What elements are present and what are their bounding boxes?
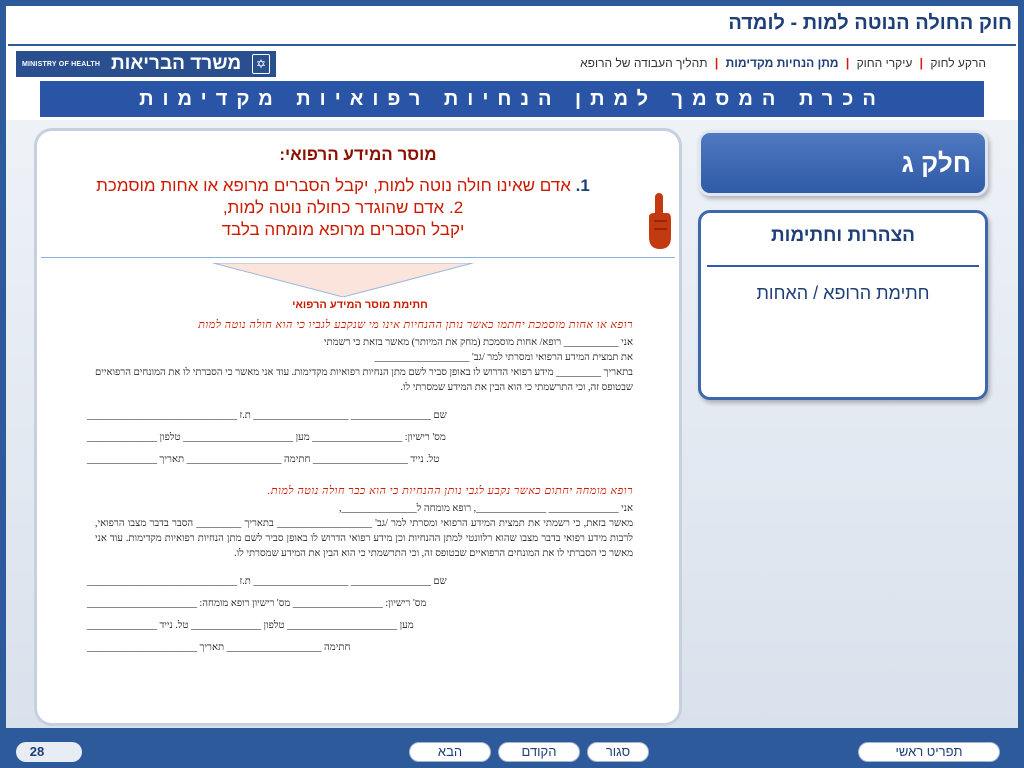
next-button[interactable]: הבא [409,742,491,762]
ministry-logo [16,51,276,77]
breadcrumb-separator: | [845,56,850,70]
section2-fields [87,571,633,659]
card-divider [41,257,675,258]
part-header [698,130,988,196]
funnel-arrow-icon [213,263,473,297]
breadcrumb-item-main-points[interactable]: עיקרי החוק [856,56,913,70]
previous-button[interactable]: הקודם [498,742,580,762]
breadcrumb-item-doctor-workflow[interactable]: תהליך העבודה של הרופא [580,56,708,70]
condition-line-1: אדם שאינו חולה נוטה למות, יקבל הסברים מרופא או אחות מוסמכת [96,176,571,195]
section2-body: מאשר בזאת, כי רשמתי את תמצית המידע הרפואי ומסרתי למר /גב' ___________________ בתאריך _________ הסבר בדבר מצבו הרפואי, לרבות מידע רפואי בדבר מצבו שהוא רלוונטי למתן ההנחיות וכן מידע רפואי הדרוש לו באופן סביר לשם מתן הנחיות רפואיות מקדימות. עוד אני מאשר כי הסברתי לו את המונחים הרפואיים שבטופס זה, וכי התרשמתי כי הוא הבין את המידע שמסרתי לו. [95,518,633,559]
section2-line-1: אני ______________ ______________, רופא מומחה ל_______________, [339,503,633,514]
side-panel-rule [707,265,979,267]
footer-bar [0,736,1024,768]
section1-line-2: את תמצית המידע הרפואי ומסרתי למר /גב' ___________________ [374,352,633,363]
breadcrumb-item-advance-directives[interactable]: מתן הנחיות מקדימות [725,56,839,70]
section2-field-signature: חתימה ___________________ תאריך ______________________ [87,642,351,653]
emblem-icon: ✡ [252,54,270,74]
page-number: 28 [16,742,82,762]
condition-text [43,175,643,241]
banner-edge-left [6,81,40,117]
breadcrumb-separator: | [919,56,924,70]
main-menu-button[interactable]: תפריט ראשי [858,742,1000,762]
close-button[interactable]: סגור [587,742,649,762]
app-title: חוק החולה הנוטה למות - לומדה [728,12,1012,34]
document-title: חתימת מוסר המידע הרפואי [292,299,428,311]
pointing-hand-icon [645,191,673,253]
provider-title: מוסר המידע הרפואי: [279,145,437,164]
side-item-doctor-signature[interactable]: חתימת הרופא / האחות [756,283,930,303]
side-panel [698,210,988,400]
section1-field-signature: טל. נייד ___________________ חתימה ___________________ תאריך ______________ [87,454,440,465]
condition-line-2: 2. אדם שהוגדר כחולה נוטה למות, [222,198,464,217]
section1-heading: רופא או אחות מוסמכת יחתמו כאשר נותן ההנחיות אינו מי שנקבע לגביו כי הוא חולה נוטה למות [198,319,633,331]
logo-english-text: MINISTRY OF HEALTH [22,60,101,68]
section1-body: בתאריך _________ מידע רפואי הדרוש לו באופן סביר לשם מתן הנחיות רפואיות מקדימות. עוד אני מאשר כי הסברתי לו את המונחים הרפואיים שבטופס זה, וכי התרשמתי כי הוא הבין את המידע שמסרתי לו. [95,367,633,393]
consent-document [87,299,633,659]
section2-field-address: מען ______________________ טלפון ______________ טל. נייד ______________ [87,620,414,631]
banner-title: הכרת המסמך למתן הנחיות רפואיות מקדימות [139,87,885,110]
section2-field-name: שם ________________ ___________________ ת.ז ______________________________ [87,576,447,587]
section1-field-name: שם ________________ ___________________ ת.ז ______________________________ [87,410,447,421]
section2-heading: רופא מומחה יחתום כאשר נקבע לגבי נותן ההנחיות כי הוא כבר חולה נוטה למות. [267,485,633,497]
section-banner [40,81,984,117]
main-card [34,128,682,726]
section1-line-1: אני ___________ רופא/ אחות מוסמכת (מחק את המיותר) מאשר בזאת כי רשמתי [323,337,633,348]
breadcrumb [580,56,986,70]
breadcrumb-item-background[interactable]: הרקע לחוק [930,56,986,70]
section1-field-license: מס' רישיון: __________________ מען ______________________ טלפון ______________ [87,432,446,443]
header-divider [8,44,1016,46]
banner-edge-right [984,81,1018,117]
condition-number: 1. [575,176,590,195]
part-label: חלק ג [901,147,971,178]
side-panel-title: הצהרות וחתימות [770,225,916,246]
section1-fields [87,405,633,471]
logo-hebrew-text: משרד הבריאות [110,53,242,74]
breadcrumb-separator: | [714,56,719,70]
section2-field-license: מס' רישיון: __________________ מס' רישיון רופא מומחה: ______________________ [87,598,427,609]
condition-line-3: יקבל הסברים מרופא מומחה בלבד [221,220,465,239]
